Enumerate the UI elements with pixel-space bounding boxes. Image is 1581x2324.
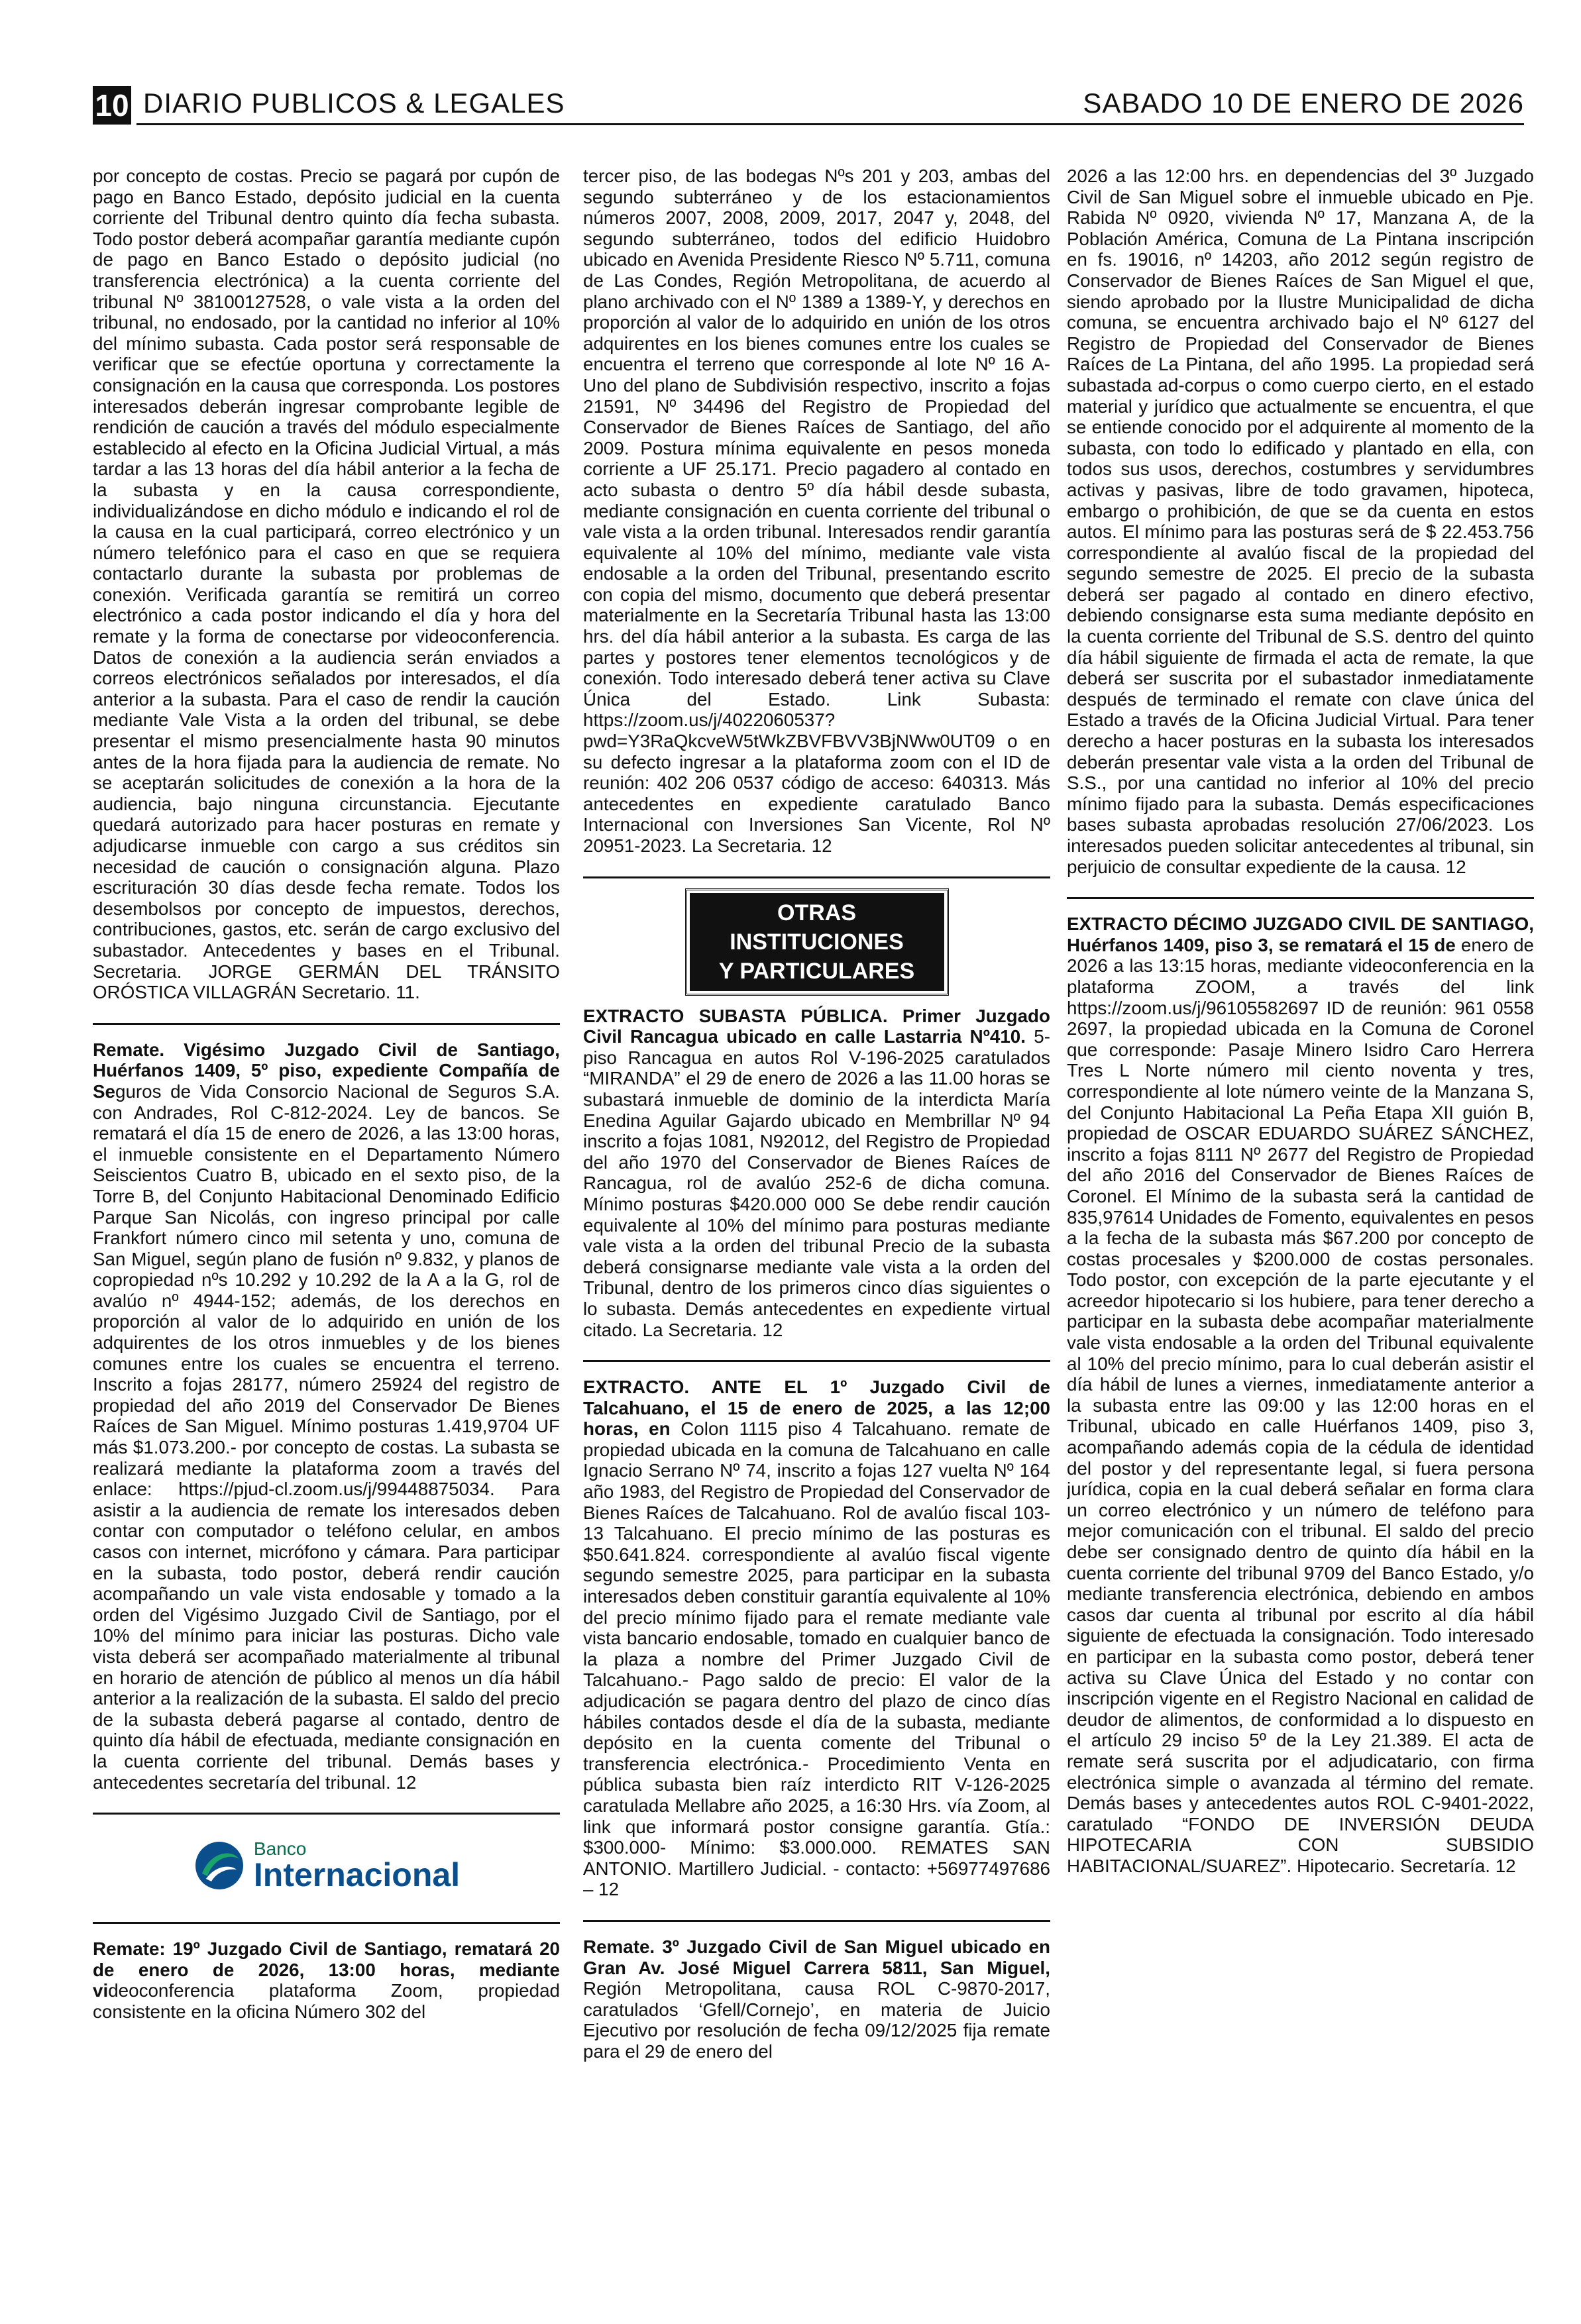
notice-text: por concepto de costas. Precio se pagará por cupón de pago en Banco Estado, depósito judicial en la cuenta corriente del Tribunal dentro quinto día fecha subasta. Todo postor deberá acompañar garantía mediante cupón de pago en Banco Estado o depósito judicial (no transferencia electrónica) a la cuenta corriente del tribunal Nº 38100127528, o vale vista a la orden del tribunal, no endosado, por la cantidad no inferior al 10% del mínimo subasta. Cada postor será responsable de verificar que se efectúe oportuna y correctamente la consignación en la causa que corresponda. Los postores interesados deberán ingresar comprobante legible de rendición de caución a través del módulo especialmente establecido al efecto en la Oficina Judicial Virtual, a más tardar a las 13 horas del día hábil anterior a la fecha de la subasta y en la causa correspondiente, individualizándose en dicho módulo e indicando el rol de la causa en la cual participará, correo electrónico y un número telefónico para el caso en que se requiera contactarlo durante la subasta por problemas de conexión. Verificada garantía se remitirá un correo electrónico a cada postor indicando el día y hora del remate y la forma de conectarse por videoconferencia. Datos de conexión a la audiencia serán enviados a correos electrónicos señalados por interesados, el día anterior a la subasta. Para el caso de rendir la caución mediante Vale Vista a la orden del tribunal, se debe presentar el mismo presencialmente hasta 90 minutos antes de la hora fijada para la audiencia de remate. No se aceptarán solicitudes de conexión a la hora de la audiencia, bajo ninguna circunstancia. Ejecutante quedará autorizado para hacer posturas en remate y adjudicarse inmueble con cargo a sus créditos sin necesidad de caución o consignación alguna. Plazo escrituración 30 días desde fecha remate. Todos los desembolsos por concepto de impuestos, derechos, contribuciones, gastos, etc. serán de cargo exclusivo del subastador. Antecedentes y bases en el Tribunal. Secretaria. JORGE GERMÁN DEL TRÁNSITO ORÓSTICA VILLAGRÁN Secretario. 11.	[93, 166, 560, 1003]
notice-body: 5- piso Rancagua en autos Rol V-196-2025 caratulados “MIRANDA” el 29 de enero de 2026 a las 11.00 horas se subastará inmueble de dominio de la interdicta María Enedina Aguilar Gajardo ubicado en Membrillar Nº 94 inscrito a fojas 1081, N92012, del Registro de Propiedad del año 1970 del Conservador de Bienes Raíces de Rancagua, rol de avalúo 252-6 de dicha comuna. Mínimo posturas $420.000 000 Se debe rendir caución equivalente al 10% del mínimo para posturas mediante vale vista a la orden del tribunal Precio de la subasta deberá consignarse mediante vale vista a la orden del Tribunal, dentro de los primeros cinco días siguientes o lo subasta. Demás antecedentes en expediente virtual citado. La Secretaria. 12	[583, 1026, 1050, 1340]
notice	[93, 1039, 560, 1793]
notice-divider	[93, 1023, 560, 1025]
notice	[1067, 914, 1534, 1876]
page-number: 10	[93, 86, 131, 125]
notice-divider	[583, 1920, 1050, 1922]
section-heading-line: OTRAS INSTITUCIONES	[730, 900, 904, 955]
notice-divider	[1067, 897, 1534, 899]
notice-heading: EXTRACTO SUBASTA PÚBLICA. Primer Juzgado Civil Rancagua ubicado en calle Lastarria Nº410.	[583, 1005, 1050, 1047]
publication-name: DIARIO PUBLICOS & LEGALES	[143, 87, 565, 119]
newspaper-page	[93, 86, 1534, 2286]
notice-heading: Remate. Vigésimo Juzgado Civil de Santiago, Huérfanos 1409, 5º piso, expediente Compañía de Se	[93, 1039, 560, 1102]
section-heading	[690, 893, 944, 991]
column-1	[93, 166, 560, 2279]
notice-divider	[583, 876, 1050, 878]
column-2	[583, 166, 1050, 2279]
notice-divider	[93, 1813, 560, 1815]
notice-divider	[583, 1360, 1050, 1362]
bank-logo-icon	[193, 1839, 246, 1892]
logo-word-banco: Banco	[253, 1838, 307, 1860]
notice-text: tercer piso, de las bodegas Nºs 201 y 203, ambas del segundo subterráneo y de los estacionamientos números 2007, 2008, 2009, 2017, 2047 y, 2048, del segundo subterráneo, todos del edificio Huidobro ubicado en Avenida Presidente Riesco Nº 5.711, comuna de Las Condes, Región Metropolitana, de acuerdo al plano archivado con el Nº 1389 a 1389-Y, y derechos en proporción al valor de lo adquirido en unión de los otros adquirentes en los bienes comunes entre los cuales se encuentra el terreno que corresponde al lote Nº 16 A- Uno del plano de Subdivisión respectivo, inscrito a fojas 21591, Nº 34496 del Registro de Propiedad del Conservador de Bienes Raíces de Santiago, del año 2009. Postura mínima equivalente en pesos moneda corriente a UF 25.171. Precio pagadero al contado en acto subasta o dentro 5º día hábil desde subasta, mediante consignación en cuenta corriente del tribunal o vale vista a la orden tribunal. Interesados rendir garantía equivalente al 10% del mínimo, mediante vale vista endosable a la orden del Tribunal, presentando escrito con copia del mismo, documento que deberá presentar materialmente en la Secretaría Tribunal hasta las 13:00 hrs. del día hábil anterior a la subasta. Es carga de las partes y postores tener elementos tecnológicos y de conexión. Todo interesado deberá tener activa su Clave Única del Estado. Link Subasta: https://zoom.us/j/4022060537?pwd=Y3RaQkcveW5tWkZBVFBVV3BjNWw0UT09 o en su defecto ingresar a la plataforma zoom con el ID de reunión: 402 206 0537 código de acceso: 640313. Más antecedentes en expediente caratulado Banco Internacional con Inversiones San Vicente, Rol Nº 20951-2023. La Secretaria. 12	[583, 166, 1050, 856]
header-rule	[136, 123, 1524, 125]
banco-internacional-logo	[93, 1829, 560, 1902]
notice-heading: Remate. 3º Juzgado Civil de San Miguel ubicado en Gran Av. José Miguel Carrera 5811, San Miguel,	[583, 1936, 1050, 1978]
column-3	[1067, 166, 1534, 2279]
notice-heading: Remate: 19º Juzgado Civil de Santiago, rematará 20 de enero de 2026, 13:00 horas, mediante vi	[93, 1938, 560, 2001]
notice-heading: EXTRACTO. ANTE EL 1º Juzgado Civil de Talcahuano, el 15 de enero de 2025, a las 12;00 horas, en	[583, 1377, 1050, 1440]
logo-word-internacional: Internacional	[253, 1856, 461, 1894]
notice-body: guros de Vida Consorcio Nacional de Seguros S.A. con Andrades, Rol C-812-2024. Ley de bancos. Se rematará el día 15 de enero de 2026, a las 13:00 horas, el inmueble consistente en el Departamento Número Seiscientos Cuatro B, ubicado en el sexto piso, de la Torre B, del Conjunto Habitacional Denominado Edificio Parque San Nicolás, con ingreso principal por calle Frankfort número cinco mil setenta y uno, comuna de San Miguel, según plano de fusión nº 9.832, y planos de copropiedad nºs 10.292 y 10.292 de la A a la G, rol de avalúo nº 4944-152; además, de los derechos en proporción al valor de lo adquirido en unión de los adquirentes de los otros inmuebles y de los bienes comunes entre los cuales se encuentra el terreno. Inscrito a fojas 28177, número 25924 del registro de propiedad del año 2019 del Conservador De Bienes Raíces de San Miguel. Mínimo posturas 1.419,9704 UF más $1.073.200.- por concepto de costas. La subasta se realizará mediante la plataforma zoom a través del enlace: https://pjud-cl.zoom.us/j/99448875034. Para asistir a la audiencia de remate los interesados deben contar con computador o teléfono celular, en ambos casos con internet, micrófono y cámara. Para participar en la subasta, todo postor, deberá rendir caución acompañando un vale vista endosable y tomado a la orden del Vigésimo Juzgado Civil de Santiago, por el 10% del mínimo para iniciar las posturas. Dicho vale vista deberá ser acompañado materialmente al tribunal en horario de atención de público al menos un día hábil anterior a la realización de la subasta. El saldo del precio de la subasta deberá pagarse al contado, dentro de quinto día hábil de efectuada, mediante consignación en la cuenta corriente del tribunal. Demás bases y antecedentes secretaría del tribunal. 12	[93, 1081, 560, 1793]
notice	[583, 1006, 1050, 1341]
page-header	[93, 86, 1524, 125]
notice-body: enero de 2026 a las 13:15 horas, mediante videoconferencia en la plataforma ZOOM, a través del link https://zoom.us/j/96105582697 ID de reunión: 961 0558 2697, la propiedad ubicada en la Comuna de Coronel que corresponde: Pasaje Minero Isidro Caro Herrera Tres L Norte número mil ciento noventa y tres, correspondiente al lote número veinte de la Manzana S, del Conjunto Habitacional La Peña Etapa XII guión B, propiedad de OSCAR EDUARDO SUÁREZ SÁNCHEZ, inscrito a fojas 8111 Nº 2677 del Registro de Propiedad del año 2016 del Conservador de Bienes Raíces de Coronel. El Mínimo de la subasta será la cantidad de 835,97614 Unidades de Fomento, equivalentes en pesos a la fecha de la subasta más $67.200 por concepto de costas procesales y $200.000 de costas personales. Todo postor, con excepción de la parte ejecutante y el acreedor hipotecario si los hubiere, para tener derecho a participar en la subasta debe acompañar materialmente vale vista endosable a la orden del Tribunal equivalente al 10% del precio mínimo, para lo cual deberán asistir el día hábil de lunes a viernes, inmediatamente anterior a la subasta entre las 09:00 y las 12:00 horas en el Tribunal, ubicado en calle Huérfanos 1409, piso 3, acompañando además copia de la cédula de identidad del postor y del representante legal, si fuera persona jurídica, copia en la cual deberá señalar en forma clara un correo electrónico y un número de teléfono para mejor comunicación con el tribunal. El saldo del precio debe ser consignado dentro de quinto día hábil en la cuenta corriente del tribunal 9709 del Banco Estado, y/o mediante transferencia electrónica, debiendo en ambos casos dar cuenta al tribunal por escrito al día hábil siguiente de efectuada la consignación. Todo interesado en participar en la subasta como postor, deberá tener activa su Clave Única del Estado y no contar con inscripción vigente en el Registro Nacional en calidad de deudor de alimentos, de conformidad a lo dispuesto en el artículo 29 inciso 5º de la Ley 21.389. El acta de remate será suscrita por el adjudicatario, con firma electrónica simple o avanzada al término del remate. Demás bases y antecedentes autos ROL C-9401-2022, caratulado “FONDO DE INVERSIÓN DEUDA HIPOTECARIA CON SUBSIDIO HABITACIONAL/SUAREZ”. Hipotecario. Secretaría. 12	[1067, 934, 1534, 1876]
issue-date: SABADO 10 DE ENERO DE 2026	[1083, 87, 1524, 119]
section-heading-line: Y PARTICULARES	[718, 958, 915, 984]
notice	[583, 1936, 1050, 2062]
notice-body: deoconferencia plataforma Zoom, propiedad consistente en la oficina Número 302 del	[93, 1980, 560, 2022]
notice	[583, 1377, 1050, 1900]
notice-body: Colon 1115 piso 4 Talcahuano. remate de propiedad ubicada en la comuna de Talcahuano en calle Ignacio Serrano Nº 74, inscrito a fojas 127 vuelta Nº 164 año 1983, del Registro de Propiedad del Conservador de Bienes Raíces de Talcahuano. Rol de avalúo fiscal 103-13 Talcahuano. El precio mínimo de las posturas es $50.641.824. correspondiente al avalúo fiscal vigente segundo semestre 2025, para participar en la subasta interesados deben constituir garantía equivalente al 10% del precio mínimo fijado para el remate mediante vale vista bancario endosable, tomado en cualquier banco de la plaza a nombre del Primer Juzgado Civil de Talcahuano.- Pago saldo de precio: El valor de la adjudicación se pagara dentro del plazo de cinco días hábiles contados desde el día de la subasta, mediante depósito en la cuenta comente del Tribunal o transferencia electrónica.- Procedimiento Venta en pública subasta bien raíz interdicto RIT V-126-2025 caratulada Mellabre año 2025, a 16:30 Hrs. vía Zoom, al link que informará postor consigne garantía. Gtía.: $300.000- Mínimo: $3.000.000. REMATES SAN ANTONIO. Martillero Judicial. - contacto: +56977497686 – 12	[583, 1418, 1050, 1900]
notice	[93, 1938, 560, 2022]
notice-divider	[93, 1922, 560, 1924]
notice-body: Región Metropolitana, causa ROL C-9870-2017, caratulados ‘Gfell/Cornejo’, en materia de Juicio Ejecutivo por resolución de fecha 09/12/2025 fija remate para el 29 de enero del	[583, 1978, 1050, 2062]
notice-heading: EXTRACTO DÉCIMO JUZGADO CIVIL DE SANTIAGO, Huérfanos 1409, piso 3, se rematará el 15 de	[1067, 914, 1534, 955]
notice-text: 2026 a las 12:00 hrs. en dependencias del 3º Juzgado Civil de San Miguel sobre el inmueble ubicado en Pje. Rabida Nº 0920, vivienda Nº 17, Manzana A, de la Población América, Comuna de La Pintana inscripción en fs. 19016, nº 14203, año 2012 según registro de Conservador de Bienes Raíces de San Miguel el que, siendo aprobado por la Ilustre Municipalidad de dicha comuna, se encuentra archivado bajo el Nº 6127 del Registro de Propiedad del Conservador de Bienes Raíces de La Pintana, del año 1995. La propiedad será subastada ad-corpus o como cuerpo cierto, en el estado material y jurídico que actualmente se encuentra, el que se entiende conocido por el adquirente al momento de la subasta, con todo lo edificado y plantado en ella, con todos sus usos, derechos, costumbres y servidumbres activas y pasivas, libre de todo gravamen, hipoteca, embargo o prohibición, de que se da cuenta en estos autos. El mínimo para las posturas será de $ 22.453.756 correspondiente al avalúo fiscal de la propiedad del segundo semestre de 2025. El precio de la subasta deberá ser pagado al contado en dinero efectivo, debiendo consignarse esta suma mediante depósito en la cuenta corriente del Tribunal de S.S. dentro del quinto día hábil siguiente de firmada el acta de remate, la que deberá ser suscrita por el subastador inmediatamente después de terminado el remate con clave única del Estado a través de la Oficina Judicial Virtual. Para tener derecho a hacer posturas en la subasta los interesados deberán presentar vale vista a la orden del Tribunal de S.S., por una cantidad no inferior al 10% del precio mínimo fijado para la subasta. Demás especificaciones bases subasta aprobadas resolución 27/06/2023. Los interesados pueden solicitar antecedentes al tribunal, sin perjuicio de consultar expediente de la causa. 12	[1067, 166, 1534, 877]
